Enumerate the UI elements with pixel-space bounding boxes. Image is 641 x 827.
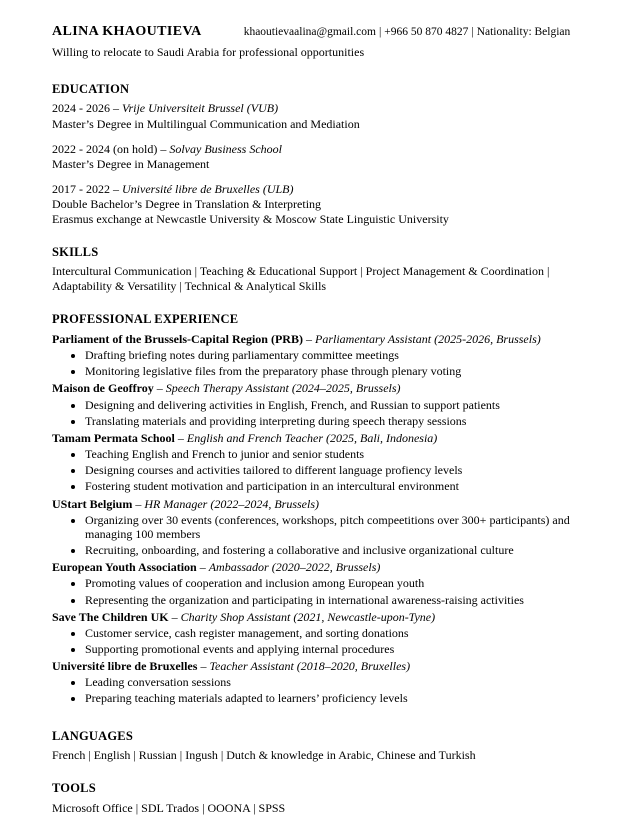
education-school: Université libre de Bruxelles (ULB) [122,182,294,197]
bullet-item: • Translating materials and providing interpreting during speech therapy sessions [85,414,587,428]
experience-bullets [52,348,587,378]
education-extra: Erasmus exchange at Newcastle University & Moscow State Linguistic University [52,212,449,227]
resume-header [52,24,587,59]
education-section [52,82,587,227]
languages-section [52,729,587,764]
skills-list: Intercultural Communication | Teaching & Educational Support | Project Management & Coordination | Adaptability & Versatility | Technical & Analytical Skills [52,264,550,294]
dash-separator: – [113,182,119,197]
bullet-item: • Supporting promotional events and applying internal procedures [85,642,587,656]
role-title: HR Manager (2022–2024, Brussels) [144,496,319,511]
bullet-item: • Fostering student motivation and participation in an intercultural environment [85,479,587,493]
company-name: Tamam Permata School [52,430,175,445]
company-name: European Youth Association [52,560,197,575]
divider: | [378,26,382,38]
experience-bullets [52,513,587,557]
role-title: Charity Shop Assistant (2021, Newcastle-upon-Tyne) [180,609,436,624]
dash-separator: – [135,496,142,511]
company-name: Maison de Geoffroy [52,381,154,396]
experience-bullets [52,675,587,705]
experience-bullets [52,447,587,493]
languages-heading: LANGUAGES [52,728,133,743]
name-row [52,24,587,41]
experience-title-line [52,332,587,346]
education-school: Solvay Business School [169,141,282,156]
experience-title-line [52,659,587,673]
role-title: English and French Teacher (2025, Bali, Indonesia) [186,430,438,445]
languages-list: French | English | Russian | Ingush | Dutch & knowledge in Arabic, Chinese and Turkish [52,748,476,763]
divider: | [471,26,474,38]
bullet-item: • Customer service, cash register management, and sorting donations [85,626,587,640]
dash-separator: – [156,381,163,396]
experience-entry [52,332,587,378]
role-title: Speech Therapy Assistant (2024–2025, Brussels) [165,381,401,396]
bullet-item: • Recruiting, onboarding, and fostering a collaborative and inclusive organizational culture [85,543,587,557]
education-period: 2024 - 2026 [52,101,110,116]
dash-separator: – [171,609,178,624]
phone-text: +966 50 870 4827 [384,26,469,38]
tools-list: Microsoft Office | SDL Trados | OOONA | SPSS [52,801,286,816]
candidate-name: ALINA KHAOUTIEVA [52,24,202,39]
education-school: Vrije Universiteit Brussel (VUB) [122,101,279,116]
experience-entry [52,431,587,494]
email-text: khaoutievaalina@gmail.com [243,26,376,38]
role-title: Teacher Assistant (2018–2020, Bruxelles) [209,659,411,674]
tools-section [52,781,587,816]
tools-heading: TOOLS [52,781,96,796]
bullet-item: • Representing the organization and participating in international awareness-raising activities [85,593,587,607]
experience-entry [52,497,587,558]
dash-separator: – [177,430,184,445]
company-name: Save The Children UK [52,609,169,624]
company-name: Université libre de Bruxelles [52,659,198,674]
education-heading: EDUCATION [52,81,130,96]
education-degree: Master’s Degree in Management [52,156,210,171]
skills-heading: SKILLS [52,244,99,259]
role-title: Parliamentary Assistant (2025-2026, Brussels) [314,332,541,347]
dash-separator: – [200,659,207,674]
bullet-item: • Leading conversation sessions [85,675,587,689]
dash-separator: – [113,101,119,116]
experience-heading: PROFESSIONAL EXPERIENCE [52,312,239,327]
education-title-line [52,101,587,115]
bullet-item: • Drafting briefing notes during parliamentary committee meetings [85,348,587,362]
skills-section [52,245,587,295]
experience-bullets [52,626,587,656]
bullet-item: • Teaching English and French to junior and senior students [85,447,587,461]
education-degree: Master’s Degree in Multilingual Communication and Mediation [52,116,360,131]
experience-entry [52,610,587,656]
dash-separator: – [199,560,206,575]
education-entry [52,101,587,130]
bullet-item: • Organizing over 30 events (conferences, workshops, pitch compeetitions over 300+ participants) and managing 100 members [85,513,587,541]
company-name: Parliament of the Brussels-Capital Region (PRB) [52,332,303,347]
experience-entry [52,659,587,705]
bullet-item: • Preparing teaching materials adapted to learners’ proficiency levels [85,691,587,705]
experience-bullets [52,576,587,606]
role-title: Ambassador (2020–2022, Brussels) [208,560,381,575]
experience-title-line [52,610,587,624]
experience-entry [52,381,587,427]
relocation-statement: Willing to relocate to Saudi Arabia for professional opportunities [52,44,365,59]
education-period: 2022 - 2024 (on hold) [52,141,158,156]
experience-bullets [52,398,587,428]
education-degree: Double Bachelor’s Degree in Translation & Interpreting [52,197,322,212]
bullet-item: • Designing courses and activities tailored to different language profiency levels [85,463,587,477]
company-name: UStart Belgium [52,496,133,511]
education-period: 2017 - 2022 [52,182,110,197]
experience-section [52,312,587,705]
experience-title-line [52,497,587,511]
bullet-item: • Promoting values of cooperation and inclusion among European youth [85,576,587,590]
contact-line [244,26,571,40]
education-entry [52,142,587,171]
dash-separator: – [160,141,167,156]
bullet-item: • Monitoring legislative files from the preparatory phase through plenary voting [85,364,587,378]
dash-separator: – [305,332,312,347]
education-entry [52,182,587,226]
education-title-line [52,182,587,196]
experience-title-line [52,381,587,395]
experience-entry [52,560,587,606]
nationality-text: Nationality: Belgian [476,26,571,38]
education-title-line [52,142,587,156]
experience-title-line [52,560,587,574]
experience-title-line [52,431,587,445]
bullet-item: • Designing and delivering activities in English, French, and Russian to support patients [85,398,587,412]
